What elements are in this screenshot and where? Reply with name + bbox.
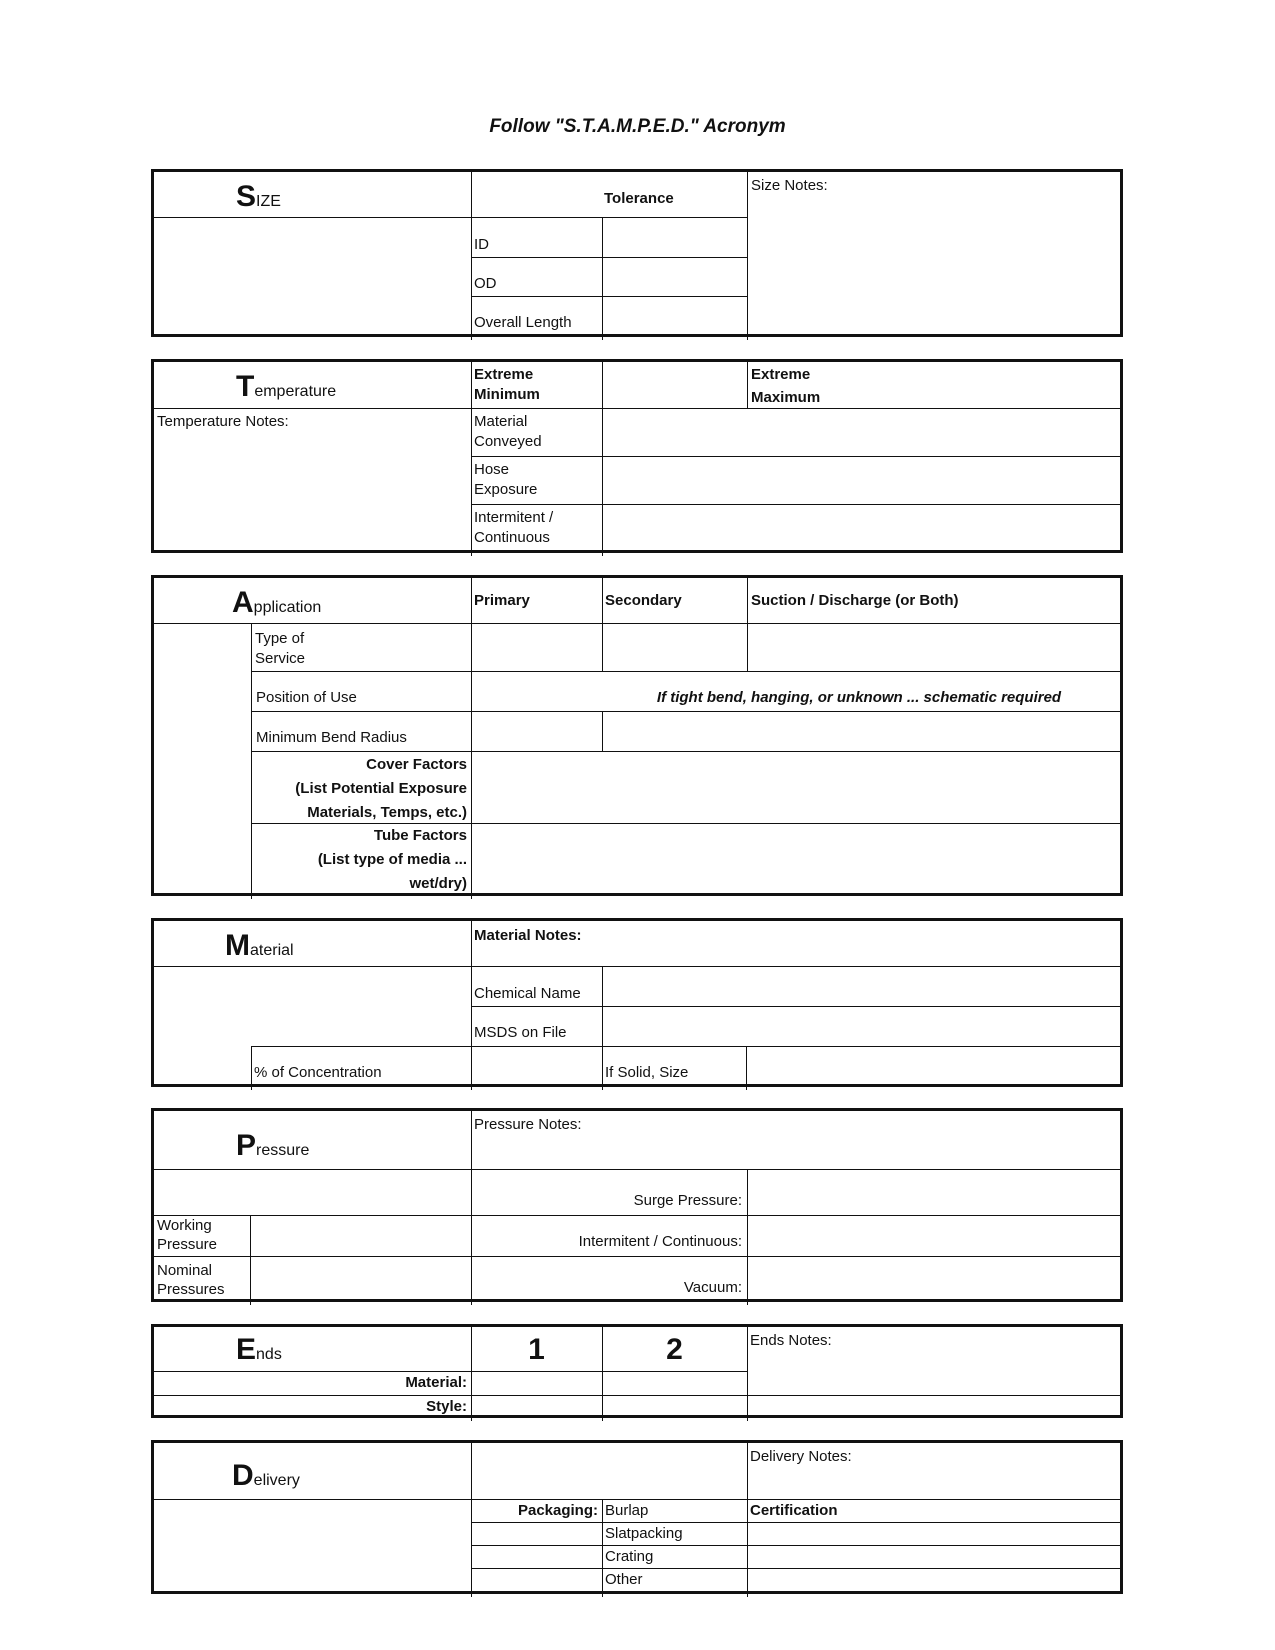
nominal-pressures-input[interactable] xyxy=(252,1258,469,1299)
vacuum-input[interactable] xyxy=(749,1258,1120,1299)
size-notes-field[interactable] xyxy=(749,198,1120,334)
packaging-label: Packaging: xyxy=(517,1502,598,1519)
material-notes-field[interactable] xyxy=(604,923,1120,964)
ends-notes-field[interactable] xyxy=(749,1353,1120,1393)
packaging-crating[interactable]: Crating xyxy=(605,1548,654,1565)
primary-label: Primary xyxy=(474,592,530,609)
id-input[interactable] xyxy=(604,219,745,255)
surge-pressure-input[interactable] xyxy=(749,1171,1120,1213)
intermitent-continuous-pressure-label: Intermitent / Continuous: xyxy=(578,1233,742,1250)
pressure-heading: Pressure xyxy=(236,1129,310,1162)
if-solid-size-label: If Solid, Size xyxy=(605,1064,689,1081)
chemical-name-label: Chemical Name xyxy=(474,985,581,1002)
material-heading: Material xyxy=(225,929,294,962)
temperature-section xyxy=(151,359,1123,553)
size-section xyxy=(151,169,1123,337)
nominal-pressures-label: Nominal Pressures xyxy=(157,1262,225,1298)
msds-label: MSDS on File xyxy=(474,1024,567,1041)
extreme-min-label: Extreme Minimum xyxy=(474,366,540,403)
material-notes-label: Material Notes: xyxy=(474,927,582,944)
type-of-service-secondary-input[interactable] xyxy=(604,625,745,669)
material-conveyed-input[interactable] xyxy=(604,410,1120,454)
suction-discharge-label: Suction / Discharge (or Both) xyxy=(751,592,959,609)
intermitent-continuous-label: Intermitent / Continuous xyxy=(474,509,554,546)
delivery-heading: Delivery xyxy=(232,1459,300,1492)
pressure-section xyxy=(151,1108,1123,1302)
page-title: Follow "S.T.A.M.P.E.D." Acronym xyxy=(489,116,786,137)
overall-length-input[interactable] xyxy=(604,298,745,334)
certification-input[interactable] xyxy=(749,1524,1120,1591)
application-section xyxy=(151,575,1123,896)
type-of-service-primary-input[interactable] xyxy=(474,625,600,669)
id-label: ID xyxy=(474,236,489,253)
position-of-use-label: Position of Use xyxy=(256,689,357,706)
size-notes-label: Size Notes: xyxy=(751,177,828,194)
ends-heading: Ends xyxy=(236,1333,282,1366)
end2-style-input[interactable] xyxy=(604,1397,745,1417)
position-of-use-input[interactable] xyxy=(474,673,600,709)
type-of-service-suction-input[interactable] xyxy=(749,625,1120,669)
min-bend-radius-input[interactable] xyxy=(474,713,600,749)
concentration-label: % of Concentration xyxy=(254,1064,382,1081)
tube-factors-input[interactable] xyxy=(474,825,1120,893)
ends-column-1: 1 xyxy=(528,1333,545,1366)
intermitent-continuous-input[interactable] xyxy=(604,506,1120,550)
pressure-notes-label: Pressure Notes: xyxy=(474,1116,582,1133)
temperature-heading: Temperature xyxy=(236,370,337,403)
type-of-service-label: Type of Service xyxy=(255,630,306,667)
extreme-min-input[interactable] xyxy=(604,364,745,406)
intermitent-continuous-pressure-input[interactable] xyxy=(749,1217,1120,1254)
msds-input[interactable] xyxy=(604,1008,1120,1044)
extreme-max-label: Extreme Maximum xyxy=(751,366,821,406)
chemical-name-input[interactable] xyxy=(604,968,1120,1004)
end2-material-input[interactable] xyxy=(604,1373,745,1393)
working-pressure-input[interactable] xyxy=(252,1217,469,1254)
schematic-note: If tight bend, hanging, or unknown ... schematic required xyxy=(656,689,1062,706)
delivery-notes-field[interactable] xyxy=(749,1469,1120,1497)
packaging-burlap[interactable]: Burlap xyxy=(605,1502,649,1519)
min-bend-radius-label: Minimum Bend Radius xyxy=(256,729,407,746)
tolerance-label: Tolerance xyxy=(604,190,674,207)
material-conveyed-label: Material Conveyed xyxy=(474,413,542,450)
size-heading: SIZE xyxy=(236,180,281,213)
delivery-section xyxy=(151,1440,1123,1594)
hose-exposure-label: Hose Exposure xyxy=(474,461,538,498)
ends-style-label: Style: xyxy=(426,1398,467,1415)
cover-factors-input[interactable] xyxy=(474,753,1120,821)
surge-pressure-label: Surge Pressure: xyxy=(633,1192,742,1209)
working-pressure-label: Working Pressure xyxy=(157,1217,218,1253)
certification-label: Certification xyxy=(750,1502,838,1519)
hose-exposure-input[interactable] xyxy=(604,458,1120,502)
end1-material-input[interactable] xyxy=(474,1373,600,1393)
overall-length-label: Overall Length xyxy=(474,314,572,331)
concentration-input[interactable] xyxy=(474,1048,600,1084)
material-section xyxy=(151,918,1123,1087)
tube-factors-label: Tube Factors (List type of media ... wet/dry) xyxy=(317,827,467,892)
if-solid-size-input[interactable] xyxy=(749,1048,1120,1084)
od-input[interactable] xyxy=(604,259,745,295)
min-bend-radius-notes-input[interactable] xyxy=(604,713,1120,749)
ends-section xyxy=(151,1324,1123,1418)
packaging-other[interactable]: Other xyxy=(605,1571,643,1588)
pressure-notes-field[interactable] xyxy=(474,1137,1120,1167)
ends-notes-label: Ends Notes: xyxy=(750,1332,832,1349)
application-heading: Application xyxy=(232,586,322,619)
ends-column-2: 2 xyxy=(666,1333,683,1366)
packaging-slatpacking[interactable]: Slatpacking xyxy=(605,1525,683,1542)
temperature-notes-label: Temperature Notes: xyxy=(157,413,289,430)
secondary-label: Secondary xyxy=(605,592,682,609)
delivery-notes-label: Delivery Notes: xyxy=(750,1448,852,1465)
vacuum-label: Vacuum: xyxy=(683,1279,742,1296)
ends-material-label: Material: xyxy=(405,1374,467,1391)
end1-style-input[interactable] xyxy=(474,1397,600,1417)
od-label: OD xyxy=(474,275,497,292)
cover-factors-label: Cover Factors (List Potential Exposure Materials, Temps, etc.) xyxy=(295,756,467,821)
